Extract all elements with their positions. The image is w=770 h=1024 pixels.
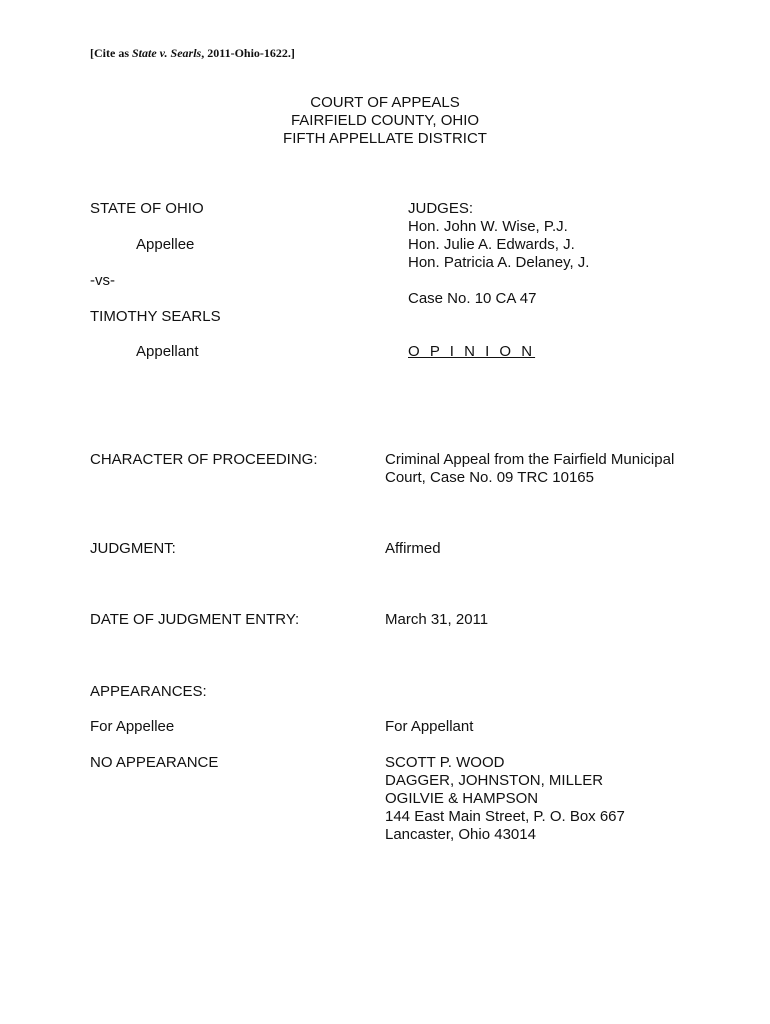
character-value-line: Court, Case No. 09 TRC 10165 — [385, 469, 594, 486]
judges-block — [408, 200, 589, 272]
citation-prefix: [Cite as — [90, 46, 132, 60]
appellee-label: For Appellee — [90, 718, 175, 735]
character-label: CHARACTER OF PROCEEDING: — [90, 451, 318, 468]
plaintiff-role: Appellee — [136, 236, 195, 253]
counsel-firm: DAGGER, JOHNSTON, MILLER — [385, 772, 604, 789]
character-value — [385, 451, 674, 487]
court-name: COURT OF APPEALS — [310, 94, 460, 111]
citation-suffix: , 2011-Ohio-1622.] — [201, 46, 295, 60]
opinion-title: O P I N I O N — [408, 343, 536, 360]
appellee-value: NO APPEARANCE — [90, 754, 219, 771]
judge-name: Hon. John W. Wise, P.J. — [408, 218, 568, 235]
appellant-counsel-block — [385, 754, 625, 844]
date-label: DATE OF JUDGMENT ENTRY: — [90, 611, 300, 628]
counsel-firm: OGILVIE & HAMPSON — [385, 790, 539, 807]
court-county: FAIRFIELD COUNTY, OHIO — [290, 112, 480, 129]
counsel-address: 144 East Main Street, P. O. Box 667 — [385, 808, 625, 825]
judge-name: Hon. Julie A. Edwards, J. — [408, 236, 575, 253]
character-value-line: Criminal Appeal from the Fairfield Municipal — [385, 451, 675, 468]
court-heading — [0, 94, 770, 148]
judges-heading: JUDGES: — [408, 200, 474, 217]
court-district: FIFTH APPELLATE DISTRICT — [283, 130, 487, 147]
defendant-name: TIMOTHY SEARLS — [90, 308, 221, 325]
plaintiff-name: STATE OF OHIO — [90, 200, 204, 217]
judgment-value: Affirmed — [385, 540, 441, 557]
counsel-name: SCOTT P. WOOD — [385, 754, 505, 771]
case-number: Case No. 10 CA 47 — [408, 290, 537, 307]
citation-case-name: State v. Searls — [132, 46, 202, 60]
judge-name: Hon. Patricia A. Delaney, J. — [408, 254, 590, 271]
judgment-label: JUDGMENT: — [90, 540, 176, 557]
counsel-address: Lancaster, Ohio 43014 — [385, 826, 536, 843]
citation-header — [90, 46, 295, 61]
date-value: March 31, 2011 — [385, 611, 489, 628]
appearances-heading: APPEARANCES: — [90, 683, 207, 700]
defendant-role: Appellant — [136, 343, 199, 360]
versus-text: -vs- — [90, 272, 115, 289]
appellant-label: For Appellant — [385, 718, 474, 735]
